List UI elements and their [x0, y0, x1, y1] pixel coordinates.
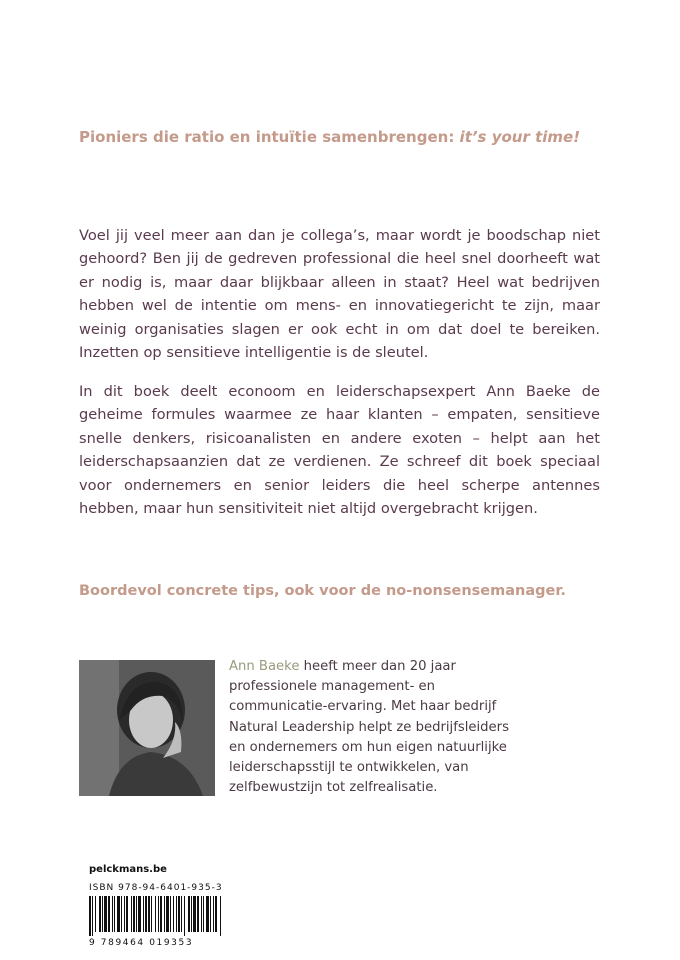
barcode-bar [215, 896, 217, 932]
author-name: Ann Baeke [229, 659, 300, 674]
barcode-bar [164, 896, 165, 932]
publisher-site: pelckmans.be [89, 864, 167, 875]
barcode-bar [102, 896, 103, 932]
barcode-bar [176, 896, 177, 932]
barcode-bar [193, 896, 196, 932]
barcode-bar [206, 896, 209, 932]
barcode-bar [210, 896, 211, 932]
tagline [79, 128, 599, 146]
barcode-bar [95, 896, 96, 932]
barcode-bar [112, 896, 113, 932]
barcode-bar [99, 896, 101, 932]
barcode-bar [220, 896, 221, 936]
barcode-bar [166, 896, 169, 932]
intro-paragraph: Voel jij veel meer aan dan je collega’s, maar wordt je boodschap niet gehoord? Ben jij de gedreven professional die heel snel doorheeft wat er nodig is, maar daar blijkbaar alleen in staat? Heel wat bedrijven hebben wel de intentie om mens- en innovatiegericht te zijn, maar weinig organisaties slagen er ook echt in om dat doel te bereiken. Inzetten op sensitieve intelligentie is de sleutel. [79, 227, 600, 362]
barcode-bar [143, 896, 144, 932]
barcode-bar [138, 896, 141, 932]
barcode-bar [191, 896, 192, 932]
author-photo [79, 660, 215, 796]
author-portrait-illustration [79, 660, 215, 796]
isbn-label: ISBN 978-94-6401-935-3 [89, 883, 223, 893]
barcode-bar [213, 896, 214, 932]
barcode-bar [188, 896, 190, 932]
barcode-bar [151, 896, 152, 932]
barcode-bar [155, 896, 156, 932]
author-bio [229, 657, 519, 798]
barcode-bar [184, 896, 185, 936]
barcode-bar [160, 896, 162, 932]
barcode-bar [126, 896, 128, 932]
barcode-number: 9 789464 019353 [89, 938, 194, 948]
barcode-bar [121, 896, 122, 932]
barcode-bar [89, 896, 91, 936]
barcode-bar [170, 896, 171, 932]
barcode-bar [136, 896, 137, 932]
tips-line: Boordevol concrete tips, ook voor de no-nonsensemanager. [79, 583, 566, 599]
barcode-bar [104, 896, 107, 932]
barcode-bar [131, 896, 132, 932]
barcode-bar [145, 896, 147, 932]
isbn-barcode [89, 896, 223, 936]
book-description-paragraph: In dit boek deelt econoom en leiderschapsexpert Ann Baeke de geheime formules waarmee ze haar klanten – empaten, sensitieve snelle denkers, risicoanalisten en andere exoten – helpt aan het leiderschapsaanzien dat ze verdienen. Ze schreef dit boek speciaal voor ondernemers en senior leiders die heel scherpe antennes hebben, maar hun sensitiviteit niet altijd overgebracht krijgen. [79, 383, 600, 518]
barcode-bar [181, 896, 182, 932]
barcode-bar [173, 896, 174, 932]
tagline-text: Pioniers die ratio en intuïtie samenbrengen: [79, 128, 460, 146]
tagline-emphasis: it’s your time! [459, 128, 581, 146]
barcode-bar [124, 896, 125, 932]
barcode-bar [92, 896, 93, 936]
barcode-bar [117, 896, 120, 932]
barcode-bar [197, 896, 199, 932]
barcode-bar [203, 896, 204, 932]
barcode-bar [178, 896, 180, 932]
author-bio-text: heeft meer dan 20 jaar professionele management- en communicatie-ervaring. Met haar bedrijf Natural Leadership helpt ze bedrijfsleiders en ondernemers om hun eigen natuurlijke leiderschapsstijl te ontwikkelen, van zelfbewustzijn tot zelfrealisatie. [229, 659, 509, 796]
barcode-bar [108, 896, 110, 932]
barcode-bar [148, 896, 150, 932]
barcode-bar [114, 896, 115, 932]
barcode-bar [133, 896, 135, 932]
barcode-bar [158, 896, 159, 932]
barcode-bar [201, 896, 202, 932]
